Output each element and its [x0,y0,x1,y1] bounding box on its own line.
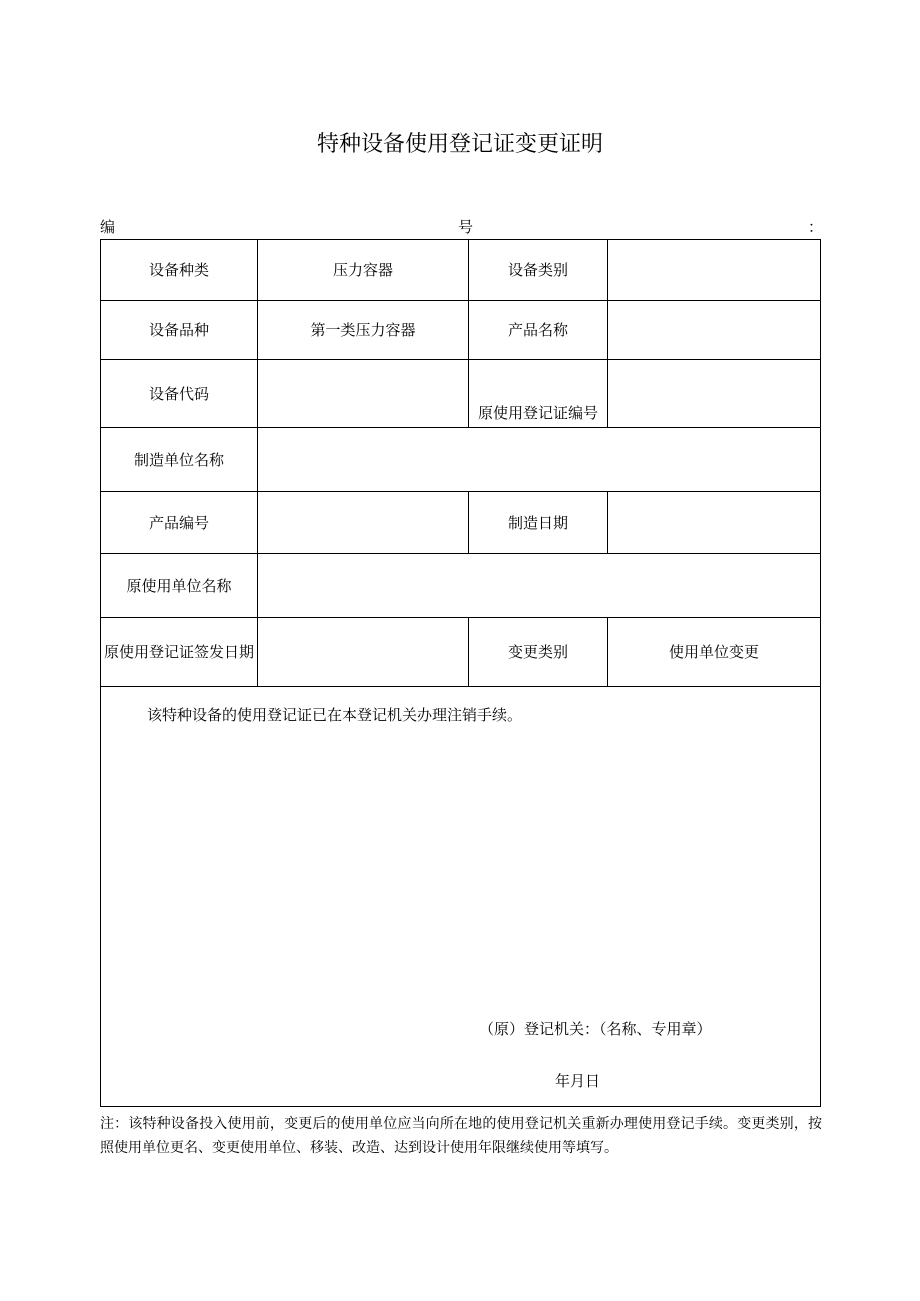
number-colon: ： [808,218,824,236]
date-line: 年月日 [555,1072,601,1090]
page-title: 特种设备使用登记证变更证明 [316,132,603,157]
manufacture-date-label: 制造日期 [469,492,608,554]
equipment-type-label: 设备种类 [101,240,258,301]
equipment-category-value[interactable] [608,240,821,301]
number-line [100,216,824,238]
product-name-value[interactable] [608,301,821,360]
equipment-variety-label: 设备品种 [101,301,258,360]
equipment-type-value[interactable]: 压力容器 [258,240,469,301]
statement-cell [101,687,821,1107]
cancellation-statement: 该特种设备的使用登记证已在本登记机关办理注销手续。 [147,706,523,724]
product-no-value[interactable] [258,492,469,554]
registration-authority-line: （原）登记机关：（名称、专用章） [479,1020,712,1038]
original-cert-no-value[interactable] [608,360,821,428]
issue-date-value[interactable] [258,618,469,687]
manufacture-date-value[interactable] [608,492,821,554]
change-certificate-table [100,239,821,1107]
manufacturer-label: 制造单位名称 [101,428,258,492]
footnote: 注：该特种设备投入使用前，变更后的使用单位应当向所在地的使用登记机关重新办理使用登记手续。变更类别，按照使用单位更名、变更使用单位、移装、改造、达到设计使用年限继续使用等填写。 [100,1116,822,1156]
number-label-left: 编 [100,218,116,236]
manufacturer-value[interactable] [258,428,821,492]
change-type-value[interactable]: 使用单位变更 [608,618,821,687]
change-type-label: 变更类别 [469,618,608,687]
product-no-label: 产品编号 [101,492,258,554]
original-user-label: 原使用单位名称 [101,554,258,618]
number-label-mid: 号 [458,218,474,236]
original-cert-no-label: 原使用登记证编号 [469,360,608,428]
product-name-label: 产品名称 [469,301,608,360]
equipment-code-label: 设备代码 [101,360,258,428]
original-user-value[interactable] [258,554,821,618]
issue-date-label: 原使用登记证签发日期 [101,618,258,687]
equipment-variety-value[interactable]: 第一类压力容器 [258,301,469,360]
equipment-code-value[interactable] [258,360,469,428]
equipment-category-label: 设备类别 [469,240,608,301]
